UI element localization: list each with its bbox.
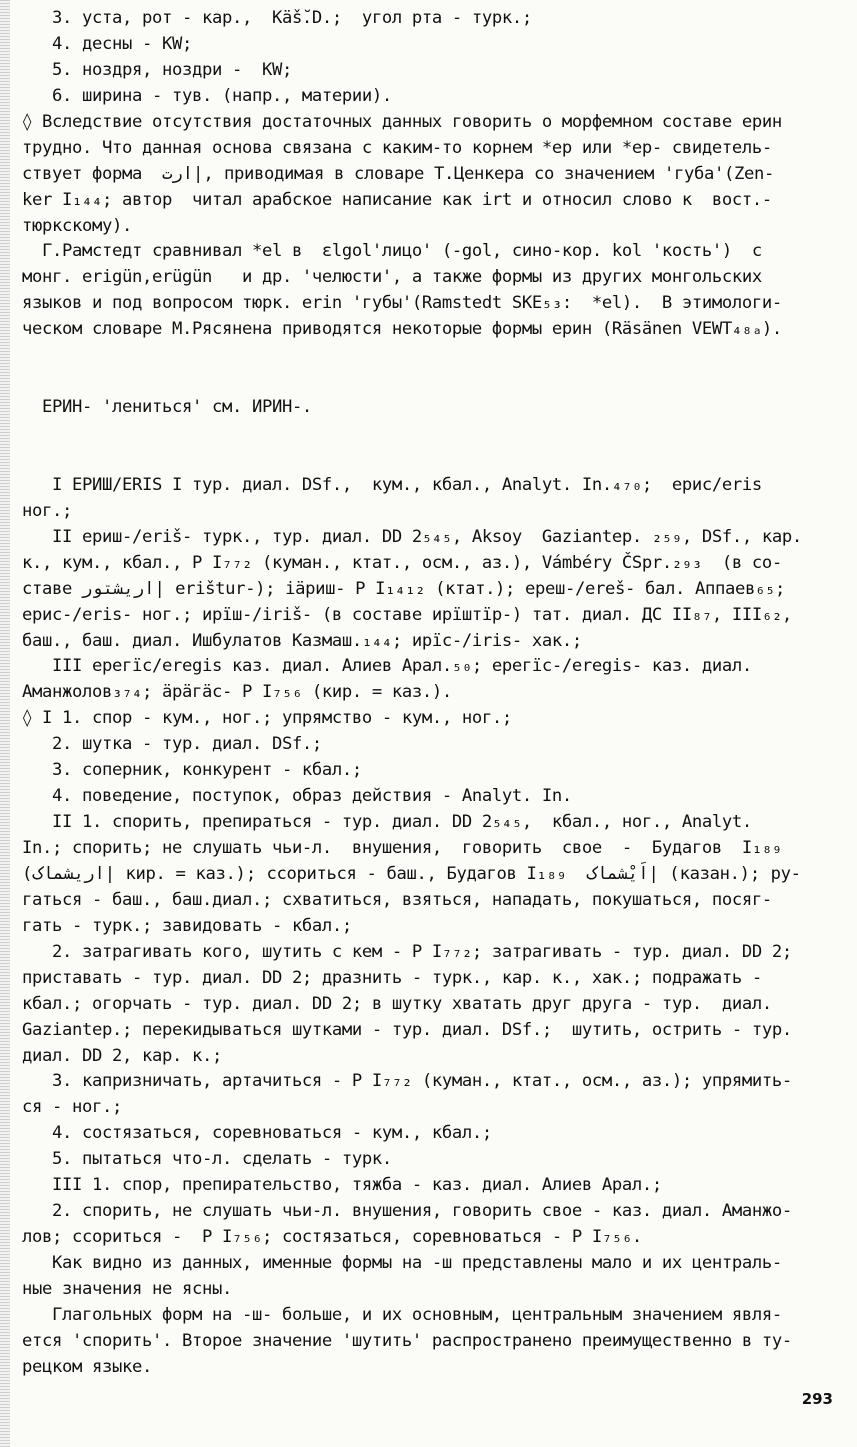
- blank-line: [22, 369, 844, 395]
- text-line: Аманжолов₃₇₄; äрäгäс- Р I₇₅₆ (кир. = каз.).: [22, 682, 452, 703]
- text-line: 4. десны - KW;: [22, 33, 192, 54]
- text-line: III 1. спор, препирательство, тяжба - каз. диал. Алиев Арал.;: [22, 1175, 662, 1196]
- text-line: II ериш-/eriš- турк., тур. диал. DD 2₅₄₅, Aksoy Gaziantep. ₂₅₉, DSf., кар.: [22, 526, 802, 547]
- text-line: ческом словаре М.Рясянена приводятся некоторые формы ерин (Räsänen VEWT₄₈ₐ).: [22, 319, 782, 340]
- text-line: ные значения не ясны.: [22, 1278, 232, 1299]
- text-line: 2. спорить, не слушать чьи-л. внушения, говорить свое - каз. диал. Аманжо-: [22, 1201, 792, 1222]
- text-line: II 1. спорить, препираться - тур. диал. DD 2₅₄₅, кбал., ног., Analyt.: [22, 812, 752, 833]
- text-line: 2. шутка - тур. диал. DSf.;: [22, 734, 322, 755]
- text-line: рецком языке.: [22, 1356, 152, 1377]
- text-line: тюркскому).: [22, 215, 132, 236]
- text-line: ker I₁₄₄; автор читал арабское написание как irt и относил слово к вост.-: [22, 189, 772, 210]
- text-line: ся - ног.;: [22, 1097, 122, 1118]
- text-line: (اریشماک| кир. = каз.); ссориться - баш., Будагов I₁₈₉ اَیْشماک| (казан.); ру-: [22, 863, 801, 884]
- text-line: 4. состязаться, соревноваться - кум., кбал.;: [22, 1123, 492, 1144]
- blank-line: [22, 447, 844, 473]
- text-line: кбал.; огорчать - тур. диал. DD 2; в шутку хватать друг друга - тур. диал.: [22, 993, 772, 1014]
- text-line: ерис-/eris- ног.; ирїш-/iriš- (в составе ирїштїр-) тат. диал. ДС II₈₇, III₆₂,: [22, 604, 792, 625]
- text-line: 5. пытаться что-л. сделать - турк.: [22, 1149, 392, 1170]
- text-line: гать - турк.; завидовать - кбал.;: [22, 915, 352, 936]
- text-line: приставать - тур. диал. DD 2; дразнить - турк., кар. к., хак.; подражать -: [22, 967, 762, 988]
- text-line: Как видно из данных, именные формы на -ш представлены мало и их централь-: [22, 1253, 782, 1273]
- document-page: [22, 6, 844, 1381]
- text-line: 3. уста, рот - кар., Käš̆.D.; угол рта - турк.;: [22, 8, 532, 28]
- text-line: ется 'спорить'. Второе значение 'шутить' распространено преимущественно в ту-: [22, 1330, 792, 1351]
- scan-edge-strip: [0, 0, 10, 1447]
- blank-line: [22, 421, 844, 447]
- text-line: языков и под вопросом тюрк. erin 'губы'(Ramstedt SKE₅₃: *el). В этимологи-: [22, 293, 782, 314]
- text-line: монг. erigün,erügün и др. 'челюсти', а также формы из других монгольских: [22, 267, 762, 288]
- text-line: 2. затрагивать кого, шутить с кем - Р I₇₇₂; затрагивать - тур. диал. DD 2;: [22, 941, 792, 962]
- text-line: ствует форма ارت|, приводимая в словаре Т.Ценкера со значением 'губа'(Zen-: [22, 163, 774, 184]
- blank-line: [22, 343, 844, 369]
- text-line: баш., баш. диал. Ишбулатов Казмаш.₁₄₄; ирїс-/iris- хак.;: [22, 630, 582, 651]
- text-line: диал. DD 2, кар. к.;: [22, 1045, 222, 1066]
- entry-heading-erin: ЕРИН- 'лениться' см. ИРИН-.: [22, 397, 312, 418]
- text-line: 3. соперник, конкурент - кбал.;: [22, 760, 362, 781]
- text-line: к., кум., кбал., Р I₇₇₂ (куман., ктат., осм., аз.), Vámbéry ČSpr.₂₉₃ (в со-: [22, 552, 782, 573]
- page-number: 293: [801, 1390, 833, 1408]
- text-line: III ерегїс/eregis каз. диал. Алиев Арал.₅₀; ерегїс-/eregis- каз. диал.: [22, 656, 752, 677]
- entry-heading-erish: I ЕРИШ/ERIS I тур. диал. DSf., кум., кбал., Analyt. In.₄₇₀; ерис/eris: [22, 474, 762, 495]
- text-line: 4. поведение, поступок, образ действия - Analyt. In.: [22, 786, 572, 807]
- text-line: трудно. Что данная основа связана с каким-то корнем *ер или *ер- свидетель-: [22, 137, 772, 158]
- text-line: In.; спорить; не слушать чьи-л. внушения, говорить свое - Будагов I₁₈₉: [22, 838, 782, 858]
- text-line: 3. капризничать, артачиться - Р I₇₇₂ (куман., ктат., осм., аз.); упрямить-: [22, 1071, 792, 1092]
- text-line: Gaziantep.; перекидываться шутками - тур. диал. DSf.; шутить, острить - тур.: [22, 1019, 792, 1040]
- text-line: 5. ноздря, ноздри - KW;: [22, 59, 292, 80]
- text-line: ставе اریشتور| erištur-); iäриш- Р I₁₄₁₂ (ктат.); ереш-/ereš- бал. Аппаев₆₅;: [22, 578, 785, 599]
- text-line: гаться - баш., баш.диал.; схватиться, взяться, нападать, покушаться, посяг-: [22, 889, 772, 910]
- text-line: Глагольных форм на -ш- больше, и их основным, центральным значением явля-: [22, 1304, 782, 1325]
- text-line: ◊ I 1. спор - кум., ног.; упрямство - кум., ног.;: [22, 708, 512, 729]
- text-line: ◊ Вследствие отсутствия достаточных данных говорить о морфемном составе ерин: [22, 111, 782, 132]
- text-line: лов; ссориться - Р I₇₅₆; состязаться, соревноваться - Р I₇₅₆.: [22, 1227, 642, 1248]
- text-line: ног.;: [22, 500, 72, 521]
- text-line: 6. ширина - тув. (напр., материи).: [22, 85, 392, 106]
- text-line: Г.Рамстедт сравнивал *el в ɛlgol'лицо' (-gol, сино-кор. kol 'кость') с: [22, 241, 762, 262]
